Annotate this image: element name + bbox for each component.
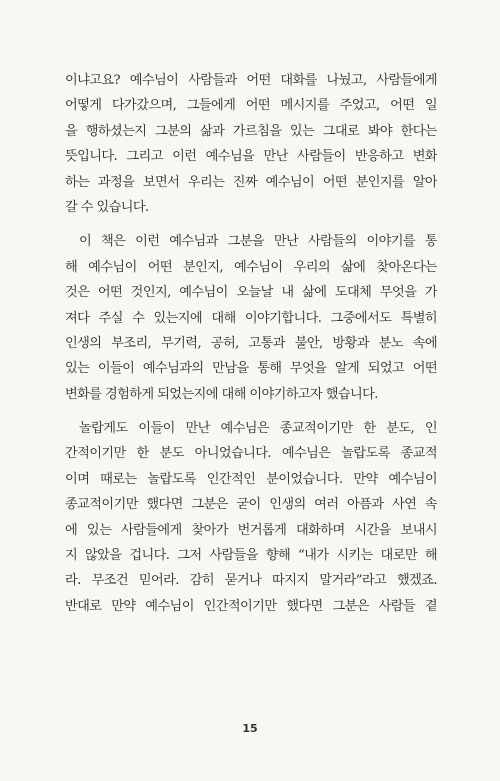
text-line: 을 행하셨는지 그분의 삶과 가르침을 있는 그대로 봐야 한다는: [65, 123, 437, 139]
text-line: 이 책은 이런 예수님과 그분을 만난 사람들의 이야기를 통: [79, 234, 437, 250]
text-line: 이냐고요? 예수님이 사람들과 어떤 대화를 나눴고, 사람들에게: [65, 73, 437, 88]
text-line: 져다 주실 수 있는지에 대해 이야기합니다. 그중에서도 특별히: [65, 310, 437, 326]
paragraph-2: [65, 229, 437, 407]
paragraph-1: [65, 68, 437, 220]
text-line: 간적이기만 한 분도 아니었습니다. 예수님은 놀랍도록 종교적: [65, 446, 437, 462]
text-line: 지 않았을 겁니다. 그저 사람들을 향해 “내가 시키는 대로만 해: [65, 548, 437, 564]
text-line: 종교적이기만 했다면 그분은 굳이 인생의 여러 아픔과 사연 속: [65, 497, 437, 513]
paragraph-gap: [65, 407, 437, 416]
text-line: 뜻입니다. 그리고 이런 예수님을 만난 사람들이 반응하고 변화: [65, 149, 437, 165]
page-number: 15: [242, 722, 258, 735]
text-line: 변화를 경험하게 되었는지에 대해 이야기하고자 했습니다.: [65, 386, 378, 402]
text-line: 라. 무조건 믿어라. 감히 묻거나 따지지 말거라”라고 했겠죠.: [65, 573, 437, 589]
text-line: 놀랍게도 이들이 만난 예수님은 종교적이기만 한 분도, 인: [79, 421, 437, 437]
text-line: 이며 때로는 놀랍도록 인간적인 분이었습니다. 만약 예수님이: [65, 471, 437, 487]
paragraph-gap: [65, 220, 437, 229]
text-line: 해 예수님이 어떤 분인지, 예수님이 우리의 삶에 찾아온다는: [65, 259, 437, 275]
body-text: [65, 68, 437, 619]
text-line: 갈 수 있습니다.: [65, 199, 149, 215]
text-line: 반대로 만약 예수님이 인간적이기만 했다면 그분은 사람들 곁: [65, 598, 437, 614]
text-line: 하는 과정을 보면서 우리는 진짜 예수님이 어떤 분인지를 알아: [65, 174, 437, 190]
text-line: 있는 이들이 예수님과의 만남을 통해 무엇을 알게 되었고 어떤: [65, 361, 437, 377]
text-line: 에 있는 사람들에게 찾아가 번거롭게 대화하며 시간을 보내시: [65, 522, 437, 538]
text-line: 인생의 부조리, 무기력, 공허, 고통과 불안, 방황과 분노 속에: [65, 335, 437, 351]
text-line: 것은 어떤 것인지, 예수님이 오늘날 내 삶에 도대체 무엇을 가: [65, 285, 437, 301]
text-line: 어떻게 다가갔으며, 그들에게 어떤 메시지를 주었고, 어떤 일: [65, 98, 437, 114]
paragraph-3: [65, 416, 437, 619]
